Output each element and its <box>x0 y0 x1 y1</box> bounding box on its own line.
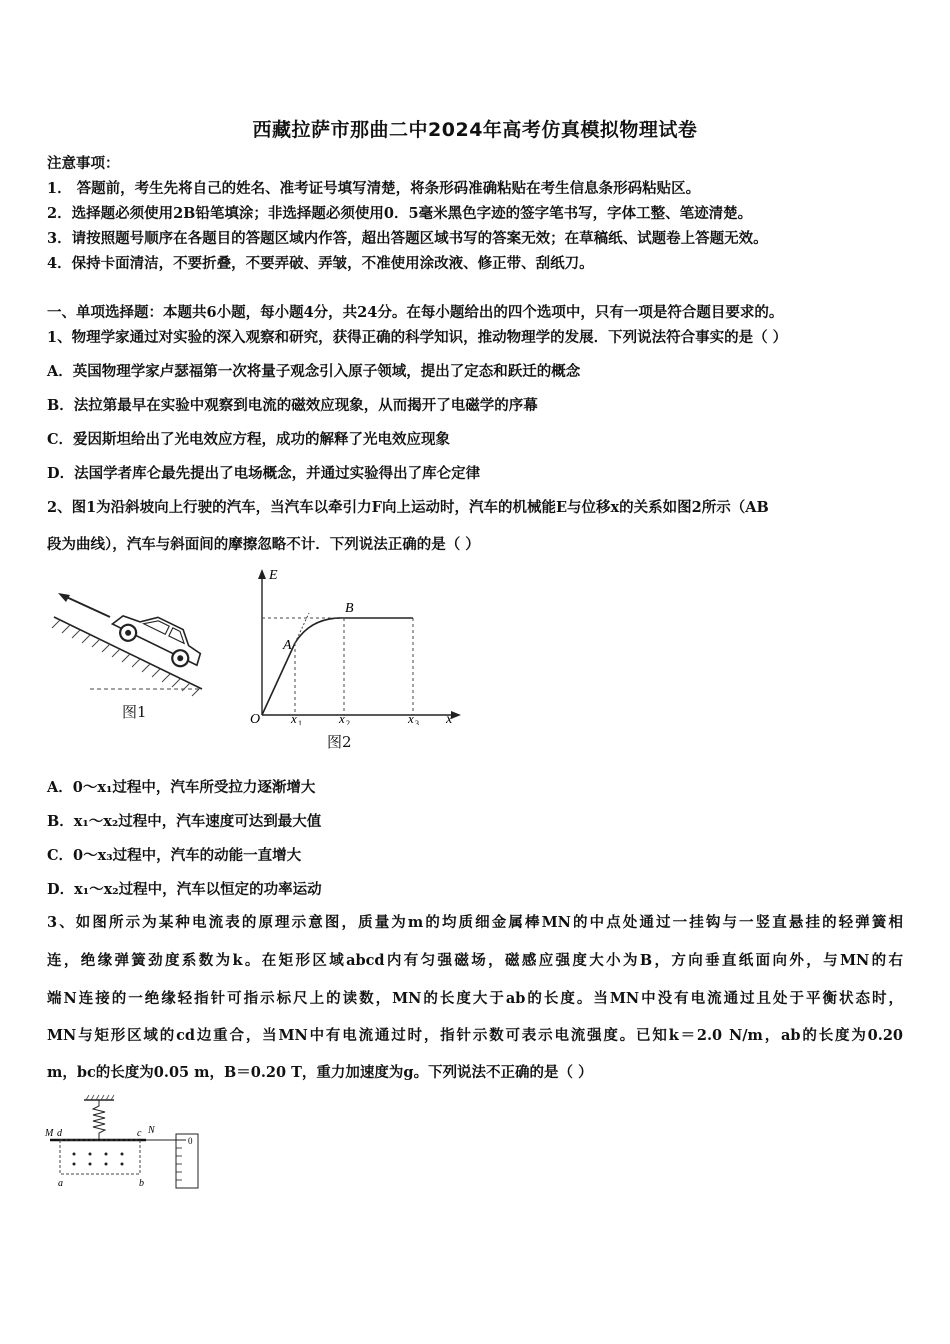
q1-stem: 1、物理学家通过对实验的深入观察和研究，获得正确的科学知识，推动物理学的发展．下列说法符合事实的是（ ） <box>47 329 788 346</box>
notice-item-2: 2．选择题必须使用2B铅笔填涂；非选择题必须使用0．5毫米黑色字迹的签字笔书写，字体工整、笔迹清楚。 <box>47 205 753 222</box>
q3-stem-line-2: 连，绝缘弹簧劲度系数为k。在矩形区域abcd内有匀强磁场，磁感应强度大小为B，方向垂直纸面向外，与MN的右 <box>47 952 903 969</box>
notice-item-4: 4．保持卡面清洁，不要折叠，不要弄破、弄皱，不准使用涂改液、修正带、刮纸刀。 <box>47 255 594 272</box>
fig3-label-b: b <box>139 1178 144 1189</box>
fig2-point-b-label: B <box>345 601 354 616</box>
notice-item-3: 3．请按照题号顺序在各题目的答题区域内作答，超出答题区域书写的答案无效；在草稿纸、试题卷上答题无效。 <box>47 230 768 247</box>
q2-option-c: C．0～x₃过程中，汽车的动能一直增大 <box>47 847 302 864</box>
fig2-tick-x1-sub: 1 <box>298 719 302 725</box>
q1-option-a: A．英国物理学家卢瑟福第一次将量子观念引入原子领域，提出了定态和跃迁的概念 <box>47 363 581 380</box>
q3-stem-line-1: 3、如图所示为某种电流表的原理示意图，质量为m的均质细金属棒MN的中点处通过一挂钩与一竖直悬挂的轻弹簧相 <box>47 914 903 931</box>
q2-figure-2-label: 图2 <box>327 733 352 751</box>
fig3-label-m: M <box>45 1128 54 1139</box>
fig3-label-d: d <box>57 1128 62 1139</box>
q2-stem-line-1: 2、图1为沿斜坡向上行驶的汽车，当汽车以牵引力F向上运动时，汽车的机械能E与位移x的关系如图2所示（AB <box>47 499 769 516</box>
q2-figure-1-label: 图1 <box>122 703 147 721</box>
notice-item-1: 1． 答题前，考生先将自己的姓名、准考证号填写清楚，将条形码准确粘贴在考生信息条形码粘贴区。 <box>47 180 701 197</box>
fig2-tick-x2: x <box>339 711 345 725</box>
fig2-point-a-label: A <box>283 638 292 653</box>
fig3-label-n: N <box>148 1125 155 1136</box>
section-heading: 一、单项选择题：本题共6小题，每小题4分，共24分。在每小题给出的四个选项中，只有一项是符合题目要求的。 <box>47 304 784 321</box>
fig2-tick-x3-sub: 3 <box>415 719 419 725</box>
q3-stem-line-3: 端N连接的一绝缘轻指针可指示标尺上的读数，MN的长度大于ab的长度。当MN中没有电流通过且处于平衡状态时， <box>47 990 903 1007</box>
page-title: 西藏拉萨市那曲二中2024年高考仿真模拟物理试卷 <box>252 119 698 141</box>
q2-figure-2-energy-graph <box>245 565 465 725</box>
q3-figure-current-meter <box>42 1094 212 1194</box>
q2-option-a: A．0～x₁过程中，汽车所受拉力逐渐增大 <box>47 779 316 796</box>
fig2-axis-y-label: E <box>269 568 278 583</box>
q1-option-c: C．爱因斯坦给出了光电效应方程，成功的解释了光电效应现象 <box>47 431 451 448</box>
q3-stem-line-5: m，bc的长度为0.05 m，B＝0.20 T，重力加速度为g。下列说法不正确的是（ ） <box>47 1064 593 1081</box>
q1-option-b: B．法拉第最早在实验中观察到电流的磁效应现象，从而揭开了电磁学的序幕 <box>47 397 538 414</box>
q2-option-b: B．x₁～x₂过程中，汽车速度可达到最大值 <box>47 813 322 830</box>
fig2-axis-x-label: x <box>446 712 453 725</box>
fig3-label-c: c <box>137 1128 142 1139</box>
fig3-label-a: a <box>58 1178 63 1189</box>
fig3-scale-zero: 0 <box>188 1136 193 1146</box>
q3-stem-line-4: MN与矩形区域的cd边重合，当MN中有电流通过时，指针示数可表示电流强度。已知k＝2.0 N/m，ab的长度为0.20 <box>47 1027 903 1044</box>
notice-heading: 注意事项： <box>47 155 120 172</box>
fig2-tick-x3: x <box>408 711 414 725</box>
fig2-origin-label: O <box>250 712 261 725</box>
q2-stem-line-2: 段为曲线），汽车与斜面间的摩擦忽略不计．下列说法正确的是（ ） <box>47 536 480 553</box>
fig2-tick-x2-sub: 2 <box>346 719 350 725</box>
q2-option-d: D．x₁～x₂过程中，汽车以恒定的功率运动 <box>47 881 322 898</box>
fig2-tick-x1: x <box>291 711 297 725</box>
q1-option-d: D．法国学者库仑最先提出了电场概念，并通过实验得出了库仑定律 <box>47 465 481 482</box>
